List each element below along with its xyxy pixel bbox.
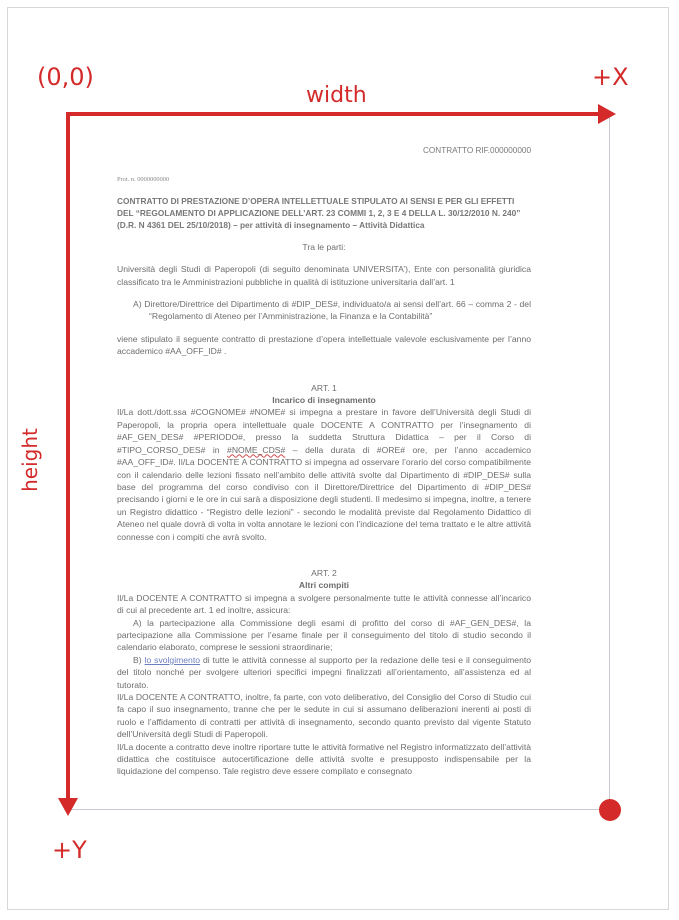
width-label: width [306, 83, 367, 108]
origin-label: (0,0) [37, 63, 94, 91]
item-b-rest: di tutte le attività connesse al supporto per la redazione delle tesi e il conseguimento del titolo nonché per svolgere ulteriori specifici impegni finalizzati all’orientamento, all’assistenza ed al tutorato. [117, 654, 532, 690]
height-label: height [17, 428, 42, 492]
art1-body-part2: – della durata di #ORE# ore, per l’anno accademico #AA_OFF_ID#. Il/La DOCENTE A CONTRATTO si impegna ad osservare l’orario del corso compatibilmente con il calendario delle lezioni fissato nell’ambito delle attività svolte dal Dipartimento di #DIP_DES# sulla base del programma del corso condiviso con il Direttore/Direttrice del Dipartimento di #DIP_DES# precisando i giorni e le ore in cui sarà a disposizione degli studenti. Il medesimo si impegna, inoltre, a tenere un Registro didattico - “Registro delle lezioni” - secondo le modalità previste dal Regolamento Didattico di Ateneo nel quale dovrà di volta in volta annotare le lezioni con l’indicazione del tema trattato e le altre attività connesse con i compiti che avrà svolto. [117, 444, 531, 542]
contract-title: CONTRATTO DI PRESTAZIONE D’OPERA INTELLETTUALE STIPULATO AI SENSI E PER GLI EFFETTI DEL “REGOLAMENTO DI APPLICAZIONE DELL’ART. 23 COMMI 1, 2, 3 E 4 DELLA L. 30/12/2010 N. 240” (D.R. N 4361 DEL 25/10/2018) – per attività di insegnamento – Attività Didattica [117, 195, 521, 230]
art2-heading: ART. 2 [311, 567, 337, 578]
document-content [117, 145, 531, 778]
art2-intro: Il/La DOCENTE A CONTRATTO si impegna a svolgere personalmente tutte le attività connesse all’incarico di cui al precedente art. 1 ed inoltre, assicura: [117, 592, 531, 616]
y-axis-arrow [58, 798, 78, 816]
y-axis-line [66, 112, 70, 804]
party-director: A) Direttore/Direttrice del Dipartimento di #DIP_DES#, individuato/a ai sensi dell’art. 66 – comma 2 - del “Regolamento di Ateneo per l’Amministrazione, la Finanza e la Contabilità” [133, 299, 531, 322]
art2-item-b [117, 654, 531, 691]
svolgimento-link[interactable]: lo svolgimento [144, 654, 201, 665]
party-university: Università degli Studi di Paperopoli (di seguito denominata UNIVERSITA’), Ente con personalità giuridica classificato tra le Amministrazioni pubbliche in qualità di istituzione universitaria dall’art. 1 [117, 264, 531, 287]
y-axis-label: +Y [52, 836, 87, 864]
corner-dot [599, 799, 621, 821]
art2-council-paragraph: Il/La DOCENTE A CONTRATTO, inoltre, fa parte, con voto deliberativo, del Consiglio del Corso di Studio cui fa capo il suo insegnamento, tranne che per le sedute in cui si assumano deliberazioni inerenti ai posti di ruolo e l’affidamento di contratti per attività di insegnamento, secondo quanto previsto dal vigente Statuto dell’Università degli Studi di Paperopoli. [117, 692, 531, 740]
art1-body-part1: Il/La dott./dott.ssa #COGNOME# #NOME# si impegna a prestare in favore dell’Università degli Studi di Paperopoli, la propria opera intellettuale quale DOCENTE A CONTRATTO per l’insegnamento di #AF_GEN_DES# #PERIODO#, presso la suddetta Struttura Didattica – per il Corso di #TIPO_CORSO_DES# in [117, 407, 531, 455]
art2-register-paragraph: Il/La docente a contratto deve inoltre riportare tutte le attività formative nel Registro informatizzato dell’attività didattica che costituisce autocertificazione delle attività svolte e presupposto indispensabile per la liquidazione del compenso. Tale registro deve essere compilato e consegnato [117, 741, 531, 777]
contract-reference: CONTRATTO RIF.000000000 [423, 146, 531, 155]
parties-heading: Tra le parti: [302, 241, 346, 252]
x-axis-label: +X [592, 63, 629, 91]
item-b-prefix: B) [133, 654, 145, 665]
art1-body [117, 406, 531, 542]
x-axis-line [66, 112, 604, 116]
art2-subheading: Altri compiti [298, 580, 350, 591]
stipulation-text: viene stipulato il seguente contratto di prestazione d’opera intellettuale valevole esclusivamente per l’anno accademico #AA_OFF_ID# . [117, 333, 531, 357]
spellcheck-nome-cds: #NOME_CDS# [227, 444, 286, 455]
x-axis-arrow [598, 104, 616, 124]
protocol-number: Prot. n. 0000000000 [117, 176, 170, 184]
art1-heading: ART. 1 [311, 382, 337, 393]
art1-subheading: Incarico di insegnamento [272, 395, 376, 406]
document-page [68, 114, 610, 810]
art2-item-a: A) la partecipazione alla Commissione degli esami di profitto del corso di #AF_GEN_DES#, la partecipazione alla Commissione per l’esame finale per il conseguimento del titolo di studio secondo il calendario elaborato, comprese le sessioni straordinarie; [117, 617, 531, 653]
